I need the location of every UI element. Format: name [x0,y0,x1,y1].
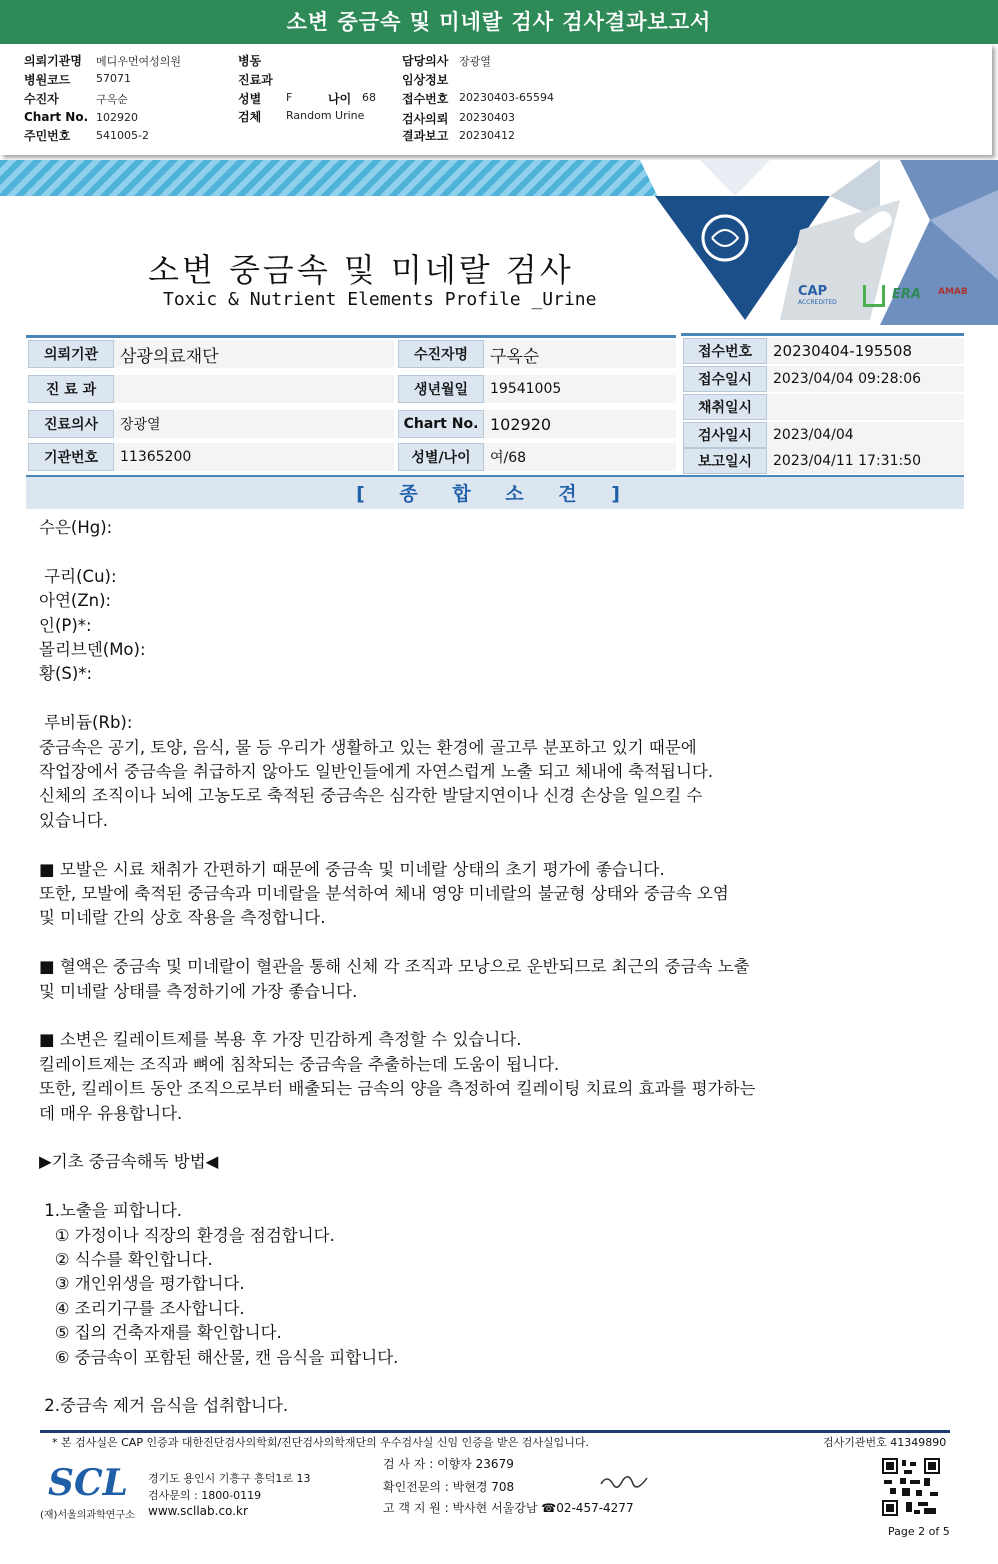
header-value: 102920 [96,111,138,124]
header-value: F [286,91,293,104]
header-value: 메디우먼여성의원 [96,55,182,68]
institution-number: 검사기관번호 41349890 [823,1436,947,1449]
body-line: 킬레이트제는 조직과 뼈에 침착되는 중금속을 추출하는데 도움이 됩니다. [39,1054,560,1074]
grid-top-line [681,333,964,336]
body-line: ③ 개인위생을 평가합니다. [39,1274,245,1294]
body-line: ■ 소변은 킬레이트제를 복용 후 가장 민감하게 측정할 수 있습니다. [39,1030,522,1050]
patient-value: 2023/04/11 17:31:50 [767,448,964,474]
patient-value: 2023/04/04 09:28:06 [767,366,964,392]
patient-value: 102920 [484,410,676,438]
body-line: 황(S)*: [39,664,93,684]
specialist-info: 확인전문의 : 박현경 708 [383,1480,515,1494]
footer-divider [40,1430,950,1433]
body-line: 2.중금속 제거 음식을 섭취합니다. [39,1396,289,1416]
body-line: 또한, 킬레이트 동안 조직으로부터 배출되는 금속의 양을 측정하여 킬레이팅 치료의 효과를 평가하는 [39,1079,756,1099]
header-key: 결과보고 [402,129,449,143]
body-line: 작업장에서 중금속을 취급하지 않아도 일반인들에게 자연스럽게 노출 되고 체내에 축적됩니다. [39,762,714,781]
patient-key: 의뢰기관 [28,340,114,368]
patient-key: 검사일시 [683,422,767,448]
header-key: 병동 [238,54,262,68]
organization-name: (재)서울의과학연구소 [40,1510,135,1521]
body-line: 수은(Hg): [39,518,113,537]
patient-value: 2023/04/04 [767,422,964,448]
body-line: ② 식수를 확인합니다. [39,1250,213,1269]
cap-logo [798,284,856,306]
header-key: 수진자 [24,92,59,106]
grid-top-line [26,335,676,338]
patient-key: 진료의사 [28,410,114,438]
patient-value: 삼광의료재단 [114,340,394,368]
patient-value: 11365200 [114,443,394,471]
header-value: Random Urine [286,109,365,122]
header-value: 57071 [96,72,131,85]
body-line: 데 매우 유용합니다. [39,1103,183,1123]
body-line: ■ 혈액은 중금속 및 미네랄이 혈관을 통해 신체 각 조직과 모낭으로 운반되므로 최근의 중금속 노출 [39,957,750,977]
body-line: ■ 모발은 시료 채취가 간편하기 때문에 중금속 및 미네랄 상태의 초기 평가에 좋습니다. [39,859,665,879]
patient-key: 접수번호 [683,338,767,364]
header-info-panel [0,44,992,155]
summary-heading: [ 종 합 소 견 ] [26,475,964,509]
patient-value [767,394,964,420]
header-key: 접수번호 [402,92,449,106]
signature-image [598,1470,650,1494]
body-line: ① 가정이나 직장의 환경을 점검합니다. [39,1225,335,1245]
patient-value: 장광열 [114,410,394,438]
header-value: 20230412 [459,129,515,142]
qr-code-icon [882,1458,940,1516]
header-value: 장광열 [459,55,491,68]
header-key: 담당의사 [402,54,449,68]
address: 경기도 용인시 기흥구 흥덕1로 13 [148,1472,311,1485]
patient-key: 기관번호 [28,443,114,471]
header-key: 검체 [238,110,262,124]
header-key: 임상정보 [402,73,449,87]
body-line: ▶기초 중금속해독 방법◀ [39,1152,219,1172]
certification-note: * 본 검사실은 CAP 인증과 대한진단검사의학회/진단검사의학재단의 우수검사실 신임 인증을 받은 검사실입니다. [52,1436,590,1449]
body-line: 구리(Cu): [39,566,117,586]
patient-value [114,375,394,403]
lm-logo [863,285,885,307]
body-line: 및 미네랄 상태를 측정하기에 가장 좋습니다. [39,981,358,1001]
report-title-korean: 소변 중금속 및 미네랄 검사 [148,251,574,289]
patient-key: 성별/나이 [398,443,484,471]
body-line: 중금속은 공기, 토양, 음식, 물 등 우리가 생활하고 있는 환경에 골고루 분포하고 있기 때문에 [39,737,697,757]
header-key: 성별 [238,92,262,106]
body-line: 있습니다. [39,810,109,830]
body-line: 신체의 조직이나 뇌에 고농도로 축적된 중금속은 심각한 발달지연이나 신경 손상을 일으킬 수 [39,786,703,806]
patient-value: 구옥순 [484,340,676,368]
header-key: 나이 [328,92,352,106]
patient-key: 수진자명 [398,340,484,368]
header-key: 진료과 [238,73,273,87]
patient-key: 생년월일 [398,375,484,403]
header-key: 검사의뢰 [402,112,449,126]
amab-logo: AMAB [938,287,968,297]
header-value: 구옥순 [96,93,128,106]
header-value: 20230403-65594 [459,91,554,104]
website-link[interactable]: www.scllab.co.kr [148,1504,248,1518]
patient-value: 19541005 [484,375,676,403]
patient-key: 채취일시 [683,394,767,420]
body-line: 아연(Zn): [39,591,112,611]
era-logo: ERA [892,287,921,302]
body-line: 또한, 모발에 축적된 중금속과 미네랄을 분석하여 체내 영양 미네랄의 불균형 상태와 중금속 오염 [39,884,729,903]
inquiry-phone: 검사문의 : 1800-0119 [148,1489,262,1502]
patient-value: 여/68 [484,443,676,471]
patient-key: 접수일시 [683,366,767,392]
body-line: ④ 조리기구를 조사합니다. [39,1298,245,1318]
header-key: 병원코드 [24,73,71,87]
report-banner-title: 소변 중금속 및 미네랄 검사 검사결과보고서 [0,0,998,44]
tester-info: 검 사 자 : 이향자 23679 [383,1457,514,1471]
cap-logo-text: CAP [798,284,828,299]
header-value: 541005-2 [96,129,149,142]
body-line: ⑤ 집의 건축자재를 확인합니다. [39,1323,282,1343]
header-value: 20230403 [459,111,515,124]
body-line: 1.노출을 피합니다. [39,1201,183,1221]
patient-key: 보고일시 [683,448,767,474]
scl-logo: SCL [48,1462,128,1504]
body-line: 몰리브덴(Mo): [39,640,146,659]
customer-support: 고 객 지 원 : 박사현 서울강남 ☎02-457-4277 [383,1501,634,1515]
header-key: 주민번호 [24,129,71,143]
body-line: 루비듐(Rb): [39,713,133,733]
header-key: 의뢰기관명 [24,54,82,68]
patient-key: 진 료 과 [28,375,114,403]
header-key: Chart No. [24,110,89,124]
page-number: Page 2 of 5 [888,1525,950,1538]
body-line: 및 미네랄 간의 상호 작용을 측정합니다. [39,908,326,928]
patient-key: Chart No. [398,410,484,438]
header-value: 68 [362,91,376,104]
cap-logo-sub: ACCREDITED [798,299,837,306]
patient-value: 20230404-195508 [767,338,964,364]
report-title-english: Toxic & Nutrient Elements Profile _Urine [163,289,597,310]
body-line: 인(P)*: [39,615,92,635]
body-line: ⑥ 중금속이 포함된 해산물, 캔 음식을 피합니다. [39,1347,399,1367]
